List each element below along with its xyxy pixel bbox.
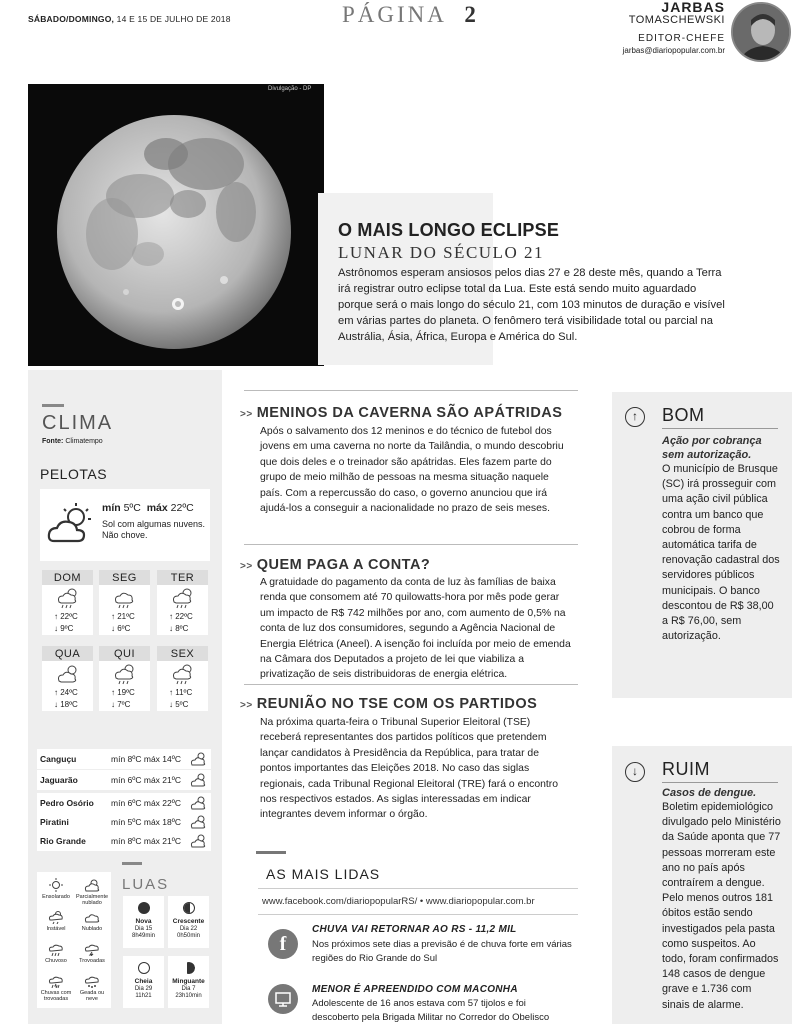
- forecast-day: DOM ↑ 22ºC ↓ 9ºC: [42, 570, 93, 635]
- partly-cloudy-icon: [189, 772, 209, 790]
- divider: [244, 544, 578, 545]
- moons-title: LUAS: [122, 876, 170, 893]
- weather-city: PELOTAS: [40, 466, 108, 482]
- most-read-accent-bar: [256, 851, 286, 854]
- divider: [258, 914, 578, 915]
- moon-phase-card: Minguante Dia 7 23h10min: [168, 956, 209, 1008]
- rain-icon: [99, 585, 150, 611]
- eclipse-text: Astrônomos esperam ansiosos pelos dias 27 e 28 deste mês, quando a Terra irá registrar outro eclipse total da Lua. Este está sendo muito aguardado porque será o mais longo do século 21, com 103 minutos de duração e visível em várias partes do planeta. O fenômero terá visibilidade total ou parcial na Austrália, Ásia, África, Europa e América do Sul.: [338, 267, 725, 343]
- city-forecast-row: Rio Grande mín 8ºC máx 21ºC: [37, 831, 211, 851]
- partly-cloudy-icon: [83, 878, 101, 892]
- city-forecast-row: Pedro Osório mín 6ºC máx 22ºC: [37, 793, 211, 813]
- cloud-icon: [83, 910, 101, 924]
- most-read-links[interactable]: www.facebook.com/diariopopularRS/ • www.diariopopular.com.br: [262, 896, 535, 907]
- bom-text: O município de Brusque (SC) irá prosseguir com uma ação civil pública contra um banco que cobrou de forma automática tarifa de renovação cadastral dos servidores públicos municipais. O banco descontou de R$ 38,00 a R$ 76,00, sem autorização.: [662, 463, 780, 643]
- rain-sun-icon: [157, 585, 208, 611]
- city-forecast-row: Canguçu mín 8ºC máx 14ºC: [37, 749, 211, 769]
- forecast-day-name: QUI: [99, 646, 150, 661]
- divider: [244, 684, 578, 685]
- news-text: A gratuidade do pagamento da conta de luz às famílias de baixa renda que consomem até 70 quilowatts-hora por mês pode gerar um impacto de R$ 742 milhões por ano, com aumento de 0,5% na conta de luz dos consumidores, segundo a Agência Nacional de Energia Elétrica (Aneel). A isenção foi incluída por meio de emenda na Câmara dos Deputados a projeto de lei que viabiliza a privatização de seis distribuidoras de energia elétrica.: [260, 577, 571, 681]
- moon-phase-card: Nova Dia 15 8h49min: [123, 896, 164, 948]
- partly-cloudy-icon: [189, 833, 209, 851]
- forecast-day-name: SEG: [99, 570, 150, 585]
- sun-icon: [47, 878, 65, 892]
- legend-item: Chuvoso: [38, 942, 74, 964]
- weather-accent-bar: [42, 404, 64, 407]
- partly-cloudy-icon: [42, 661, 93, 687]
- photo-credit: Divulgação - DP: [268, 86, 312, 92]
- rain-sun-icon: [157, 661, 208, 687]
- computer-icon: [268, 984, 298, 1014]
- arrow-up-icon: ↑: [625, 407, 645, 427]
- today-weather: [40, 489, 210, 561]
- most-read-headline[interactable]: CHUVA VAI RETORNAR AO RS - 11,2 MIL: [312, 924, 517, 935]
- forecast-day: SEX ↑ 11ºC ↓ 5ºC: [157, 646, 208, 711]
- most-read-headline[interactable]: MENOR É APREENDIDO COM MACONHA: [312, 984, 518, 995]
- news-headline: >> QUEM PAGA A CONTA?: [240, 557, 431, 573]
- forecast-day-name: TER: [157, 570, 208, 585]
- today-temps: mín 5ºC máx 22ºC: [102, 502, 194, 514]
- legend-item: Instável: [38, 910, 74, 932]
- rain-sun-icon: [99, 661, 150, 687]
- editor-role: EDITOR-CHEFE: [638, 33, 725, 45]
- city-forecast-row: Piratini mín 5ºC máx 18ºC: [37, 812, 211, 832]
- facebook-icon: f: [268, 929, 298, 959]
- news-headline: >> MENINOS DA CAVERNA SÃO APÁTRIDAS: [240, 405, 563, 421]
- waning-moon-icon: [183, 962, 195, 974]
- snow-icon: [83, 974, 101, 988]
- weather-source: Fonte: Climatempo: [42, 438, 103, 445]
- city-forecast-row: Jaguarão mín 6ºC máx 21ºC: [37, 770, 211, 790]
- issue-date: SÁBADO/DOMINGO, 14 E 15 DE JULHO DE 2018: [28, 14, 231, 24]
- partly-cloudy-icon: [46, 503, 96, 550]
- divider: [258, 888, 578, 889]
- eclipse-subtitle: LUNAR DO SÉCULO 21: [338, 243, 544, 262]
- ruim-text: Boletim epidemiológico divulgado pelo Ministério da Saúde aponta que 77 pessoas morreram este ano no país após contraírem a dengue. Pelo menos outros 181 óbitos estão sendo investigados pela pasta como suspeitos. Ao todo, foram confirmados 148 casos de dengue grave e 1.736 com sinais de alarme.: [662, 801, 781, 1011]
- most-read-title: AS MAIS LIDAS: [266, 866, 381, 882]
- editor-avatar: [731, 2, 791, 62]
- forecast-day: QUA ↑ 24ºC ↓ 18ºC: [42, 646, 93, 711]
- forecast-day-name: SEX: [157, 646, 208, 661]
- waxing-moon-icon: [183, 902, 195, 914]
- bom-title: BOM: [662, 405, 705, 425]
- news-text: Na próxima quarta-feira o Tribunal Superior Eleitoral (TSE) receberá representantes dos partidos políticos que pretendem lançar candidatos à Presidência da República, para tratar de pontos importantes das Eleições 2018. No caso das siglas regionais, cada Tribunal Regional Eleitoral (TRE) fará o encontro nos respectivos estados. As siglas interessadas em indicar integrantes devem informar o órgão.: [260, 717, 559, 821]
- editor-first-name: JARBAS: [661, 0, 725, 15]
- new-moon-icon: [138, 902, 150, 914]
- divider: [244, 390, 578, 391]
- forecast-day: SEG ↑ 21ºC ↓ 6ºC: [99, 570, 150, 635]
- page-number: PÁGINA 2: [342, 2, 479, 27]
- news-text: Após o salvamento dos 12 meninos e do técnico de futebol dos jovens em uma caverna no norte da Tailândia, o mundo descobriu que dois deles e o treinador são apátridas. Eles fazem parte do grupo de meio milhão de pessoas na mesma situação naquele país. Com a repercussão do caso, o governo anunciou que irá ajudá-los a conseguir a nacionalidade no prazo de seis meses.: [260, 426, 564, 515]
- arrow-down-icon: ↓: [625, 762, 645, 782]
- ruim-title: RUIM: [662, 759, 710, 779]
- forecast-day-name: DOM: [42, 570, 93, 585]
- most-read-text: Nos próximos sete dias a previsão é de chuva forte em várias regiões do Rio Grande do Sul: [312, 939, 572, 964]
- legend-item: Trovoadas: [74, 942, 110, 964]
- legend-item: Chuvas com trovoadas: [38, 974, 74, 1002]
- editor-email[interactable]: jarbas@diariopopular.com.br: [622, 45, 725, 55]
- news-headline: >> REUNIÃO NO TSE COM OS PARTIDOS: [240, 696, 538, 712]
- today-description: Sol com algumas nuvens. Não chove.: [102, 519, 206, 540]
- most-read-text: Adolescente de 16 anos estava com 57 tijolos e foi descoberto pela Brigada Militar no Corredor do Obelisco: [312, 998, 550, 1023]
- legend-item: Ensolarado: [38, 878, 74, 900]
- forecast-day: QUI ↑ 19ºC ↓ 7ºC: [99, 646, 150, 711]
- rain-icon: [47, 942, 65, 956]
- legend-item: Parcialmente nublado: [74, 878, 110, 906]
- eclipse-title: O MAIS LONGO ECLIPSE: [338, 220, 560, 240]
- moon-phase-card: Cheia Dia 29 11h21: [123, 956, 164, 1008]
- weather-title: CLIMA: [42, 412, 114, 434]
- rain-sun-icon: [42, 585, 93, 611]
- forecast-day: TER ↑ 22ºC ↓ 8ºC: [157, 570, 208, 635]
- thunder-icon: [83, 942, 101, 956]
- moon-phase-card: Crescente Dia 22 0h50min: [168, 896, 209, 948]
- moons-accent-bar: [122, 862, 142, 865]
- legend-item: Geada ou neve: [74, 974, 110, 1002]
- divider: [662, 782, 778, 783]
- moon-photo: [28, 84, 324, 366]
- weather-legend: [37, 872, 111, 1008]
- forecast-day-name: QUA: [42, 646, 93, 661]
- unstable-icon: [47, 910, 65, 924]
- editor-byline: [623, 0, 725, 55]
- legend-item: Nublado: [74, 910, 110, 932]
- editor-last-name: TOMASCHEWSKI: [628, 13, 725, 26]
- divider: [662, 428, 778, 429]
- bom-lead: Ação por cobrança sem autorização.: [662, 435, 762, 461]
- partly-cloudy-icon: [189, 814, 209, 832]
- partly-cloudy-icon: [189, 795, 209, 813]
- rain-thunder-icon: [47, 974, 65, 988]
- full-moon-icon: [138, 962, 150, 974]
- ruim-lead: Casos de dengue.: [662, 787, 757, 799]
- partly-cloudy-icon: [189, 751, 209, 769]
